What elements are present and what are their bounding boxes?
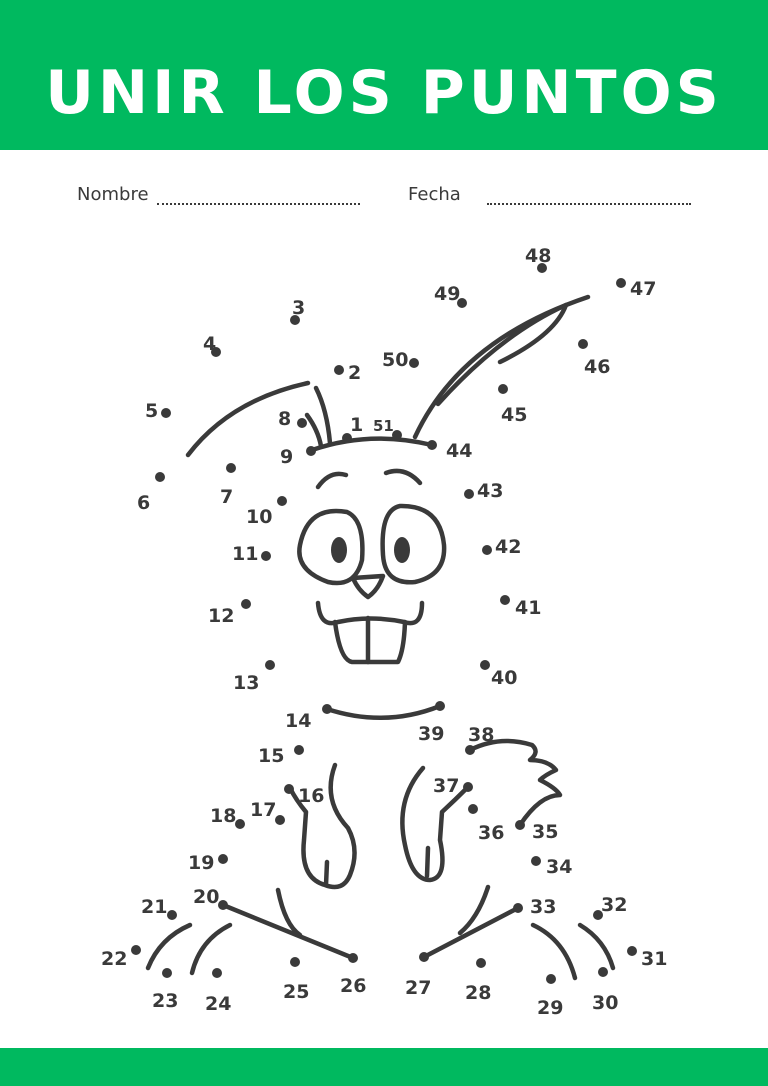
dot-label-3: 3 [292, 297, 306, 319]
dot-36 [468, 804, 478, 814]
numbered-dots [101, 245, 667, 1019]
dot-label-8: 8 [278, 408, 292, 430]
dot-label-1: 1 [350, 414, 364, 436]
dot-7 [226, 463, 236, 473]
dot-label-41: 41 [515, 597, 542, 619]
dot-label-34: 34 [546, 856, 573, 878]
dot-47 [616, 278, 626, 288]
dot-38 [465, 745, 475, 755]
dot-31 [627, 946, 637, 956]
dot-label-46: 46 [584, 356, 611, 378]
dot-21 [167, 910, 177, 920]
dot-label-9: 9 [280, 446, 294, 468]
dot-15 [294, 745, 304, 755]
dot-label-10: 10 [246, 506, 273, 528]
dot-27 [419, 952, 429, 962]
dot-41 [500, 595, 510, 605]
dot-label-26: 26 [340, 975, 367, 997]
dot-6 [155, 472, 165, 482]
dot-label-28: 28 [465, 982, 492, 1004]
dot-43 [464, 489, 474, 499]
dot-label-40: 40 [491, 667, 518, 689]
dot-23 [162, 968, 172, 978]
dot-39 [435, 701, 445, 711]
dot-40 [480, 660, 490, 670]
dot-37 [463, 782, 473, 792]
dot-20 [218, 900, 228, 910]
dot-28 [476, 958, 486, 968]
dot-19 [218, 854, 228, 864]
dot-label-31: 31 [641, 948, 668, 970]
dot-label-36: 36 [478, 822, 505, 844]
dot-label-15: 15 [258, 745, 285, 767]
dot-2 [334, 365, 344, 375]
dot-50 [409, 358, 419, 368]
dot-label-29: 29 [537, 997, 564, 1019]
dot-17 [275, 815, 285, 825]
dot-18 [235, 819, 245, 829]
dot-10 [277, 496, 287, 506]
dot-label-51: 51 [373, 417, 394, 435]
dot-label-49: 49 [434, 283, 461, 305]
dot-44 [427, 440, 437, 450]
dot-label-12: 12 [208, 605, 235, 627]
dot-14 [322, 704, 332, 714]
dot-label-18: 18 [210, 805, 237, 827]
dot-30 [598, 967, 608, 977]
dot-label-30: 30 [592, 992, 619, 1014]
dot-label-27: 27 [405, 977, 432, 999]
dot-25 [290, 957, 300, 967]
dot-label-11: 11 [232, 543, 259, 565]
dot-label-7: 7 [220, 486, 234, 508]
dot-24 [212, 968, 222, 978]
dot-label-2: 2 [348, 362, 362, 384]
dot-12 [241, 599, 251, 609]
dot-label-43: 43 [477, 480, 504, 502]
dot-34 [531, 856, 541, 866]
dot-label-14: 14 [285, 710, 312, 732]
dot-label-22: 22 [101, 948, 128, 970]
dot-29 [546, 974, 556, 984]
dot-label-39: 39 [418, 723, 445, 745]
dot-label-47: 47 [630, 278, 657, 300]
dot-22 [131, 945, 141, 955]
dot-label-23: 23 [152, 990, 179, 1012]
dot-13 [265, 660, 275, 670]
name-label: Nombre [77, 184, 149, 205]
dot-label-50: 50 [382, 349, 409, 371]
dot-label-42: 42 [495, 536, 522, 558]
dot-label-17: 17 [250, 799, 277, 821]
dot-label-16: 16 [298, 785, 325, 807]
dot-label-33: 33 [530, 896, 557, 918]
dot-label-24: 24 [205, 993, 232, 1015]
dot-label-13: 13 [233, 672, 260, 694]
dot-label-21: 21 [141, 896, 168, 918]
date-label: Fecha [408, 184, 461, 205]
dot-label-45: 45 [501, 404, 528, 426]
dot-5 [161, 408, 171, 418]
dot-label-19: 19 [188, 852, 215, 874]
dot-26 [348, 953, 358, 963]
dot-label-4: 4 [203, 333, 217, 355]
dot-42 [482, 545, 492, 555]
dot-9 [306, 446, 316, 456]
dot-label-5: 5 [145, 400, 159, 422]
dot-label-32: 32 [601, 894, 628, 916]
dot-46 [578, 339, 588, 349]
dot-33 [513, 903, 523, 913]
dot-label-44: 44 [446, 440, 473, 462]
dot-label-37: 37 [433, 775, 460, 797]
dot-label-6: 6 [137, 492, 151, 514]
dot-35 [515, 820, 525, 830]
dot-8 [297, 418, 307, 428]
page-title: UNIR LOS PUNTOS [45, 58, 723, 128]
dot-11 [261, 551, 271, 561]
dot-45 [498, 384, 508, 394]
dot-label-25: 25 [283, 981, 310, 1003]
footer-band [0, 1048, 768, 1086]
dot-label-38: 38 [468, 724, 495, 746]
dot-label-48: 48 [525, 245, 552, 267]
dot-16 [284, 784, 294, 794]
dot-label-35: 35 [532, 821, 559, 843]
bunny-outline [148, 297, 613, 978]
dot-label-20: 20 [193, 886, 220, 908]
